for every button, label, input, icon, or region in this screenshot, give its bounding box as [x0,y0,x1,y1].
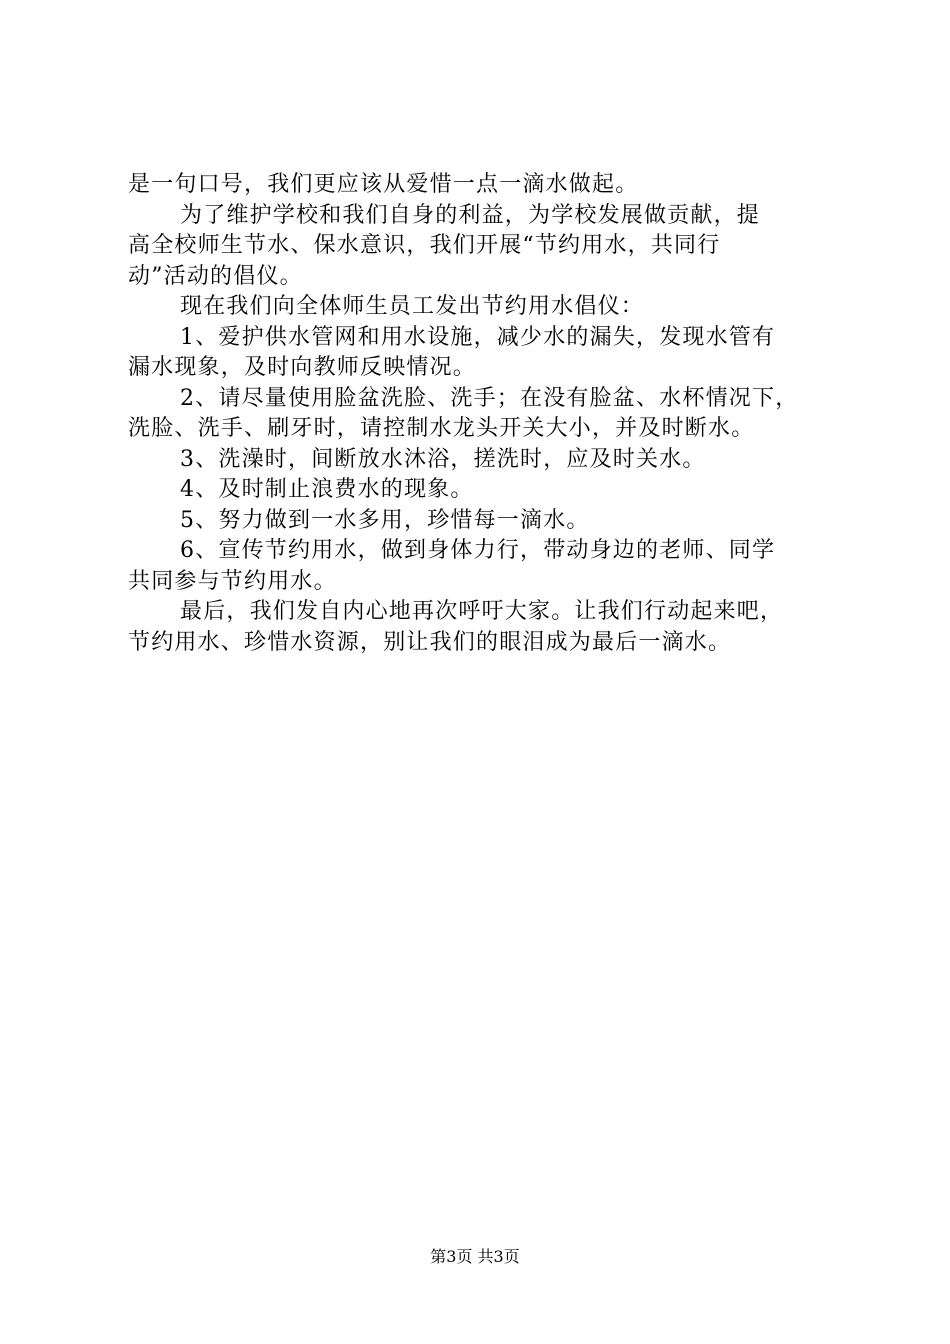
text-line: 4、及时制止浪费水的现象。 [180,477,474,502]
text-line: 5、努力做到一水多用，珍惜每一滴水。 [180,507,590,533]
text-line: 3、洗澡时，间断放水沐浴，搓洗时，应及时关水。 [180,446,706,472]
text-line: 洗脸、洗手、刷牙时，请控制水龙头开关大小，并及时断水。 [128,416,755,441]
text-line: 共同参与节约用水。 [128,568,337,594]
document-body [128,170,848,658]
text-line: 1、爱护供水管网和用水设施，减少水的漏失，发现水管有 [180,324,776,350]
page-number-footer: 第3页 共3页 [430,1247,520,1266]
text-line: 为了维护学校和我们自身的利益，为学校发展做贡献，提 [180,202,761,228]
text-line: 现在我们向全体师生员工发出节约用水倡仪： [180,294,645,319]
text-line: 最后，我们发自内心地再次呼吁大家。让我们行动起来吧， [180,599,784,624]
text-line: 节约用水、珍惜水资源，别让我们的眼泪成为最后一滴水。 [128,629,732,655]
text-line: 动”活动的倡仪。 [128,263,303,289]
text-line: 漏水现象，及时向教师反映情况。 [128,355,477,380]
text-line: 2、请尽量使用脸盆洗脸、洗手；在没有脸盆、水杯情况下， [180,385,799,411]
text-line: 高全校师生节水、保水意识，我们开展“节约用水，共同行 [128,233,721,258]
text-line: 是一句口号，我们更应该从爱惜一点一滴水做起。 [128,172,639,197]
text-line: 6、宣传节约用水，做到身体力行，带动身边的老师、同学 [180,538,776,563]
